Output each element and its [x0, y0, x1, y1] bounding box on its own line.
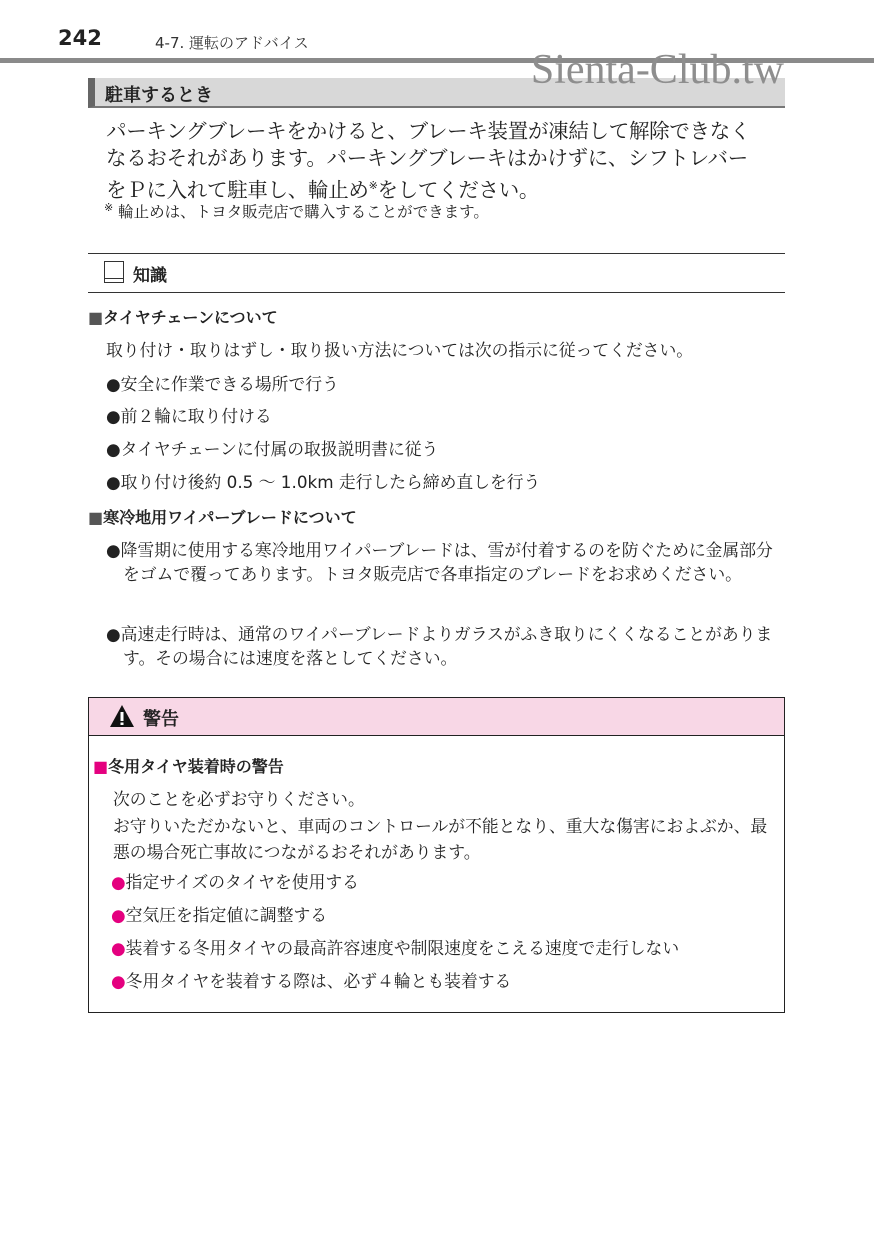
text: をＰに入れて駐車し、輪止め	[106, 177, 369, 202]
item-text: 冬用タイヤを装着する際は、必ず４輪とも装着する	[125, 971, 512, 991]
warning-triangle-icon	[109, 704, 135, 728]
list-item: ●タイヤチェーンに付属の取扱説明書に従う	[106, 439, 439, 459]
subheading	[88, 305, 278, 328]
page-number: 242	[58, 26, 102, 50]
chapter-title: 4-7. 運転のアドバイス	[155, 34, 309, 52]
square-icon: ■	[93, 757, 109, 776]
bullet-icon: ●	[111, 971, 126, 991]
paragraph-line: なるおそれがあります。パーキングブレーキはかけずに、シフトレバー	[106, 146, 748, 170]
footnote-ref: ※	[368, 179, 378, 192]
book-icon	[104, 261, 124, 283]
knowledge-label: 知識	[133, 266, 167, 286]
list-item	[111, 936, 679, 960]
section-title: 駐車するとき	[105, 85, 213, 106]
item-text: 指定サイズのタイヤを使用する	[125, 872, 359, 892]
divider	[88, 292, 785, 293]
list-item: ●高速走行時は、通常のワイパーブレードよりガラスがふき取りにくくなることがあります。その場合には速度を落としてください。	[106, 624, 773, 668]
list-item: ●降雪期に使用する寒冷地用ワイパーブレードは、雪が付着するのを防ぐために金属部分をゴムで覆ってあります。トヨタ販売店で各車指定のブレードをお求めください。	[106, 540, 773, 584]
subheading-text: 寒冷地用ワイパーブレードについて	[103, 508, 357, 527]
divider	[88, 253, 785, 254]
paragraph: 次のことを必ずお守りください。	[113, 789, 365, 809]
list-item: ●前２輪に取り付ける	[106, 406, 272, 426]
warning-box	[88, 697, 785, 1013]
subheading-text: 冬用タイヤ装着時の警告	[108, 757, 284, 776]
list-item: ●取り付け後約 0.5 〜 1.0km 走行したら締め直しを行う	[106, 472, 541, 492]
list-item	[111, 903, 327, 927]
paragraph: 取り付け・取りはずし・取り扱い方法については次の指示に従ってください。	[106, 340, 694, 360]
footnote-text: 輪止めは、トヨタ販売店で購入することができます。	[113, 203, 489, 221]
bullet-icon: ●	[111, 938, 126, 958]
item-text: 空気圧を指定値に調整する	[125, 905, 328, 925]
square-icon: ■	[88, 508, 104, 527]
warning-title: 警告	[143, 709, 179, 730]
list-item	[111, 969, 511, 993]
list-item	[111, 870, 359, 894]
paragraph: お守りいただかないと、車両のコントロールが不能となり、重大な傷害におよぶか、最悪の場合死亡事故につながるおそれがあります。	[113, 816, 768, 862]
text: をしてください。	[377, 177, 540, 202]
warning-header	[89, 698, 784, 736]
footnote-mark: ※	[104, 200, 114, 214]
footnote	[104, 200, 489, 222]
square-icon: ■	[88, 308, 104, 327]
warning-subheading	[93, 754, 284, 777]
bullet-icon: ●	[111, 905, 126, 925]
watermark: Sienta-Club.tw	[530, 47, 784, 93]
item-text: 装着する冬用タイヤの最高許容速度や制限速度をこえる速度で走行しない	[125, 938, 680, 958]
list-item: ●安全に作業できる場所で行う	[106, 374, 339, 394]
paragraph-line: パーキングブレーキをかけると、ブレーキ装置が凍結して解除できなく	[106, 119, 751, 143]
subheading-text: タイヤチェーンについて	[103, 308, 278, 327]
subheading	[88, 505, 357, 528]
bullet-icon: ●	[111, 872, 126, 892]
